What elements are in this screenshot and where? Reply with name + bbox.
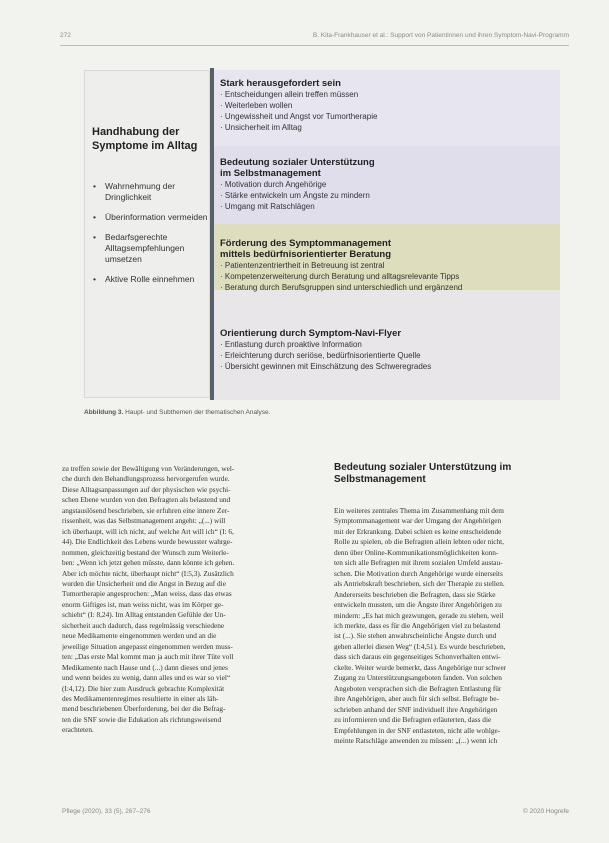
right-text-column: [334, 506, 572, 746]
caption-text: Haupt- und Subthemen der thematischen Analyse.: [125, 409, 271, 416]
running-header: [60, 32, 569, 44]
text-line: sicherheit auch dadurch, dass regelmässig verschiedene: [62, 620, 225, 630]
text-line: Empfehlungen in der SNF entlasteten, nicht alle wohlge-: [334, 725, 501, 735]
footer-citation: Pflege (2020), 33 (5), 267–276: [62, 808, 151, 815]
text-line: Tumortherapie angesprochen: „Man weiss, dass das etwas: [62, 589, 232, 599]
text-line: Andererseits beschrieben die Befragten, dass sie Stärke: [334, 589, 496, 599]
subtheme-heading: Förderung des Symptommanagement: [220, 238, 392, 249]
text-line: neue Medikamente eingenommen werden und an die: [62, 631, 217, 641]
subtheme-item: · Unsicherheit im Alltag: [220, 123, 302, 132]
text-line: Rolle zu spielen, ob die Befragten allein lebten oder nicht,: [334, 537, 505, 547]
text-line: Symptommanagement war der Umgang der Angehörigen: [334, 516, 502, 526]
text-line: zu informieren und die Befragten erläuterten, dass die: [334, 715, 492, 725]
subtheme-item: · Kompetenzerweiterung durch Beratung und alltagsrelevante Tipps: [220, 272, 460, 281]
text-line: angstauslösend beschrieben, sie erfuhren eine innere Zer-: [62, 505, 230, 515]
running-title: B. Kita-Frankhauser et al.: Support von Patientinnen und ihren Symptom-Navi-Programm: [312, 32, 569, 39]
main-theme-title: Handhabung der Symptome im Alltag: [92, 126, 198, 152]
subtheme-item: · Weiterleben wollen: [220, 101, 293, 110]
text-line: jeweilige Situation angepasst eingenommen werden muss-: [62, 641, 233, 651]
main-theme-panel: [84, 70, 210, 398]
text-line: wurden die Unsicherheit und die Angst in Bezug auf die: [62, 578, 226, 588]
text-line: schen Ebene wurden von den Befragten als belastend und: [62, 495, 231, 505]
subtheme-block-1: [220, 78, 556, 133]
text-line: Aber ich möchte nicht, überhaupt nicht“ (I:5,3). Zusätzlich: [62, 568, 234, 578]
text-line: meinte Ratschläge anwenden zu müssen: „(...) wenn ich: [334, 735, 498, 745]
subtheme-item: · Übersicht gewinnen mit Einschätzung des Schweregrades: [220, 362, 432, 371]
text-line: gehen allerlei diesen Weg“ (I:4,51). Es wurde beschrieben,: [334, 641, 506, 651]
subtheme-heading: Orientierung durch Symptom-Navi-Flyer: [220, 328, 402, 339]
subtheme-item: · Patientenzentriertheit in Betreuung ist zentral: [220, 261, 385, 270]
text-line: mindern: „Es hat mich gezwungen, gerade zu stehen, weil: [334, 610, 504, 620]
text-line: nommen, gleichzeitig bestand der Wunsch zum Weiterle-: [62, 547, 229, 557]
subtheme-item: · Erleichterung durch seriöse, bedürfnisorientierte Quelle: [220, 351, 421, 360]
text-line: dass sich daraus ein gegenseitiges Schonverhalten entwi-: [334, 652, 501, 662]
main-theme-list: [93, 181, 209, 294]
text-line: schrieben anhand der SNF individuell ihre Angehörigen: [334, 704, 498, 714]
text-line: ten: „Das erste Mal kommt man ja auch mit ihrer Tüte voll: [62, 652, 234, 662]
page-number: 272: [60, 32, 71, 39]
header-rule: [60, 45, 569, 46]
text-line: mit der Erkrankung. Dabei schien es keine entscheidende: [334, 526, 502, 536]
text-line: Zugang zu Unterstützungsangeboten fanden. Von solchen: [334, 673, 502, 683]
text-line: mend beschriebenen Überforderung, bei der die Befrag-: [62, 704, 226, 714]
text-line: ich überhaupt, will ich nicht, auf welche Art will ich“ (I: 6,: [62, 526, 234, 536]
text-line: ihre Angehörigen, aber auch für sich selbst. Befragte be-: [334, 694, 499, 704]
text-line: ten die SNF sowie die Edukation als richtungsweisend: [62, 714, 222, 724]
text-line: ben: „Wenn ich jetzt gehen müsste, dann könnte ich gehen.: [62, 558, 235, 568]
text-line: entwickeln mussten, um die Ängste ihrer Angehörigen zu: [334, 600, 502, 610]
text-line: enorm Giftiges ist, man weiss nicht, was im Körper ge-: [62, 599, 224, 609]
list-item: • Aktive Rolle einnehmen: [93, 274, 195, 284]
subtheme-item: · Motivation durch Angehörige: [220, 180, 327, 189]
text-line: Ein weiteres zentrales Thema im Zusammenhang mit dem: [334, 506, 504, 515]
bullet-icon: •: [93, 181, 96, 191]
subtheme-item: · Beratung durch Berufsgruppen sind unterschiedlich und ergänzend: [220, 283, 463, 292]
subtheme-heading: Stark herausgefordert sein: [220, 78, 341, 89]
subtheme-item: · Entlastung durch proaktive Information: [220, 340, 362, 349]
section-heading: Bedeutung sozialer Unterstützung im Selbstmanagement: [334, 462, 512, 485]
subtheme-item: · Stärke entwickeln um Ängste zu mindern: [220, 191, 370, 200]
figure-caption: [84, 409, 270, 416]
text-line: als Antriebskraft beschrieben, sich der Therapie zu stellen.: [334, 579, 505, 589]
subtheme-heading: mittels bedürfnisorientierter Beratung: [220, 249, 392, 260]
text-line: Medikamente nach Hause und (...) dann dieses und jenes: [62, 662, 228, 672]
thematic-analysis-figure: [84, 64, 562, 402]
subtheme-item: · Ungewissheit und Angst vor Tumortherapie: [220, 112, 378, 121]
bullet-icon: •: [93, 212, 96, 222]
text-line: Diese Alltagsanpassungen auf der physischen wie psychi-: [62, 484, 231, 494]
text-line: zu treffen sowie der Bewältigung von Veränderungen, wel-: [62, 464, 235, 473]
subtheme-block-4: [220, 328, 556, 372]
text-line: Angeboten versprachen sich die Befragten Entlastung für: [334, 683, 502, 693]
text-line: ich merkte, dass es für die Angehörigen viel zu belastend: [334, 620, 501, 630]
caption-label: Abbildung 3.: [84, 409, 124, 416]
text-line: ten sich alle Befragten mit ihrem sozialen Umfeld austau-: [334, 558, 503, 568]
subtheme-item: · Entscheidungen allein treffen müssen: [220, 90, 359, 99]
list-item: • Wahrnehmung der Dringlichkeit: [93, 181, 176, 202]
footer-copyright: © 2020 Hogrefe: [523, 808, 569, 815]
text-line: 44). Die Endlichkeit des Lebens wurde bewusster wahrge-: [62, 537, 233, 547]
list-item: • Bedarfsgerechte Alltagsempfehlungen umsetzen: [93, 232, 185, 264]
subtheme-item: · Umgang mit Ratschlägen: [220, 202, 315, 211]
subtheme-block-3: [220, 238, 556, 293]
text-line: und wenn beides zu wenig, dann alles und es war so viel“: [62, 673, 231, 683]
text-line: denn über Online-Kommunikationsmöglichkeiten konn-: [334, 547, 499, 557]
text-line: schen. Die Motivation durch Angehörige wurde einerseits: [334, 568, 503, 578]
subtheme-heading: im Selbstmanagement: [220, 168, 321, 179]
vertical-divider: [210, 68, 214, 400]
text-line: schieht“ (I: 8,24). Im Alltag entstanden Gefühle der Un-: [62, 610, 226, 620]
text-line: des Medikamentenregimes resultierte in einer als läh-: [62, 693, 219, 703]
text-line: ckelte. Weiter wurde bemerkt, dass Angehörige nur schwer: [334, 662, 507, 672]
left-text-column: [62, 464, 320, 736]
bullet-icon: •: [93, 274, 96, 284]
list-item: • Überinformation vermeiden: [93, 212, 208, 222]
bullet-icon: •: [93, 232, 96, 242]
text-line: ist (...). Sie stehen anwahrscheinliche Ängste durch und: [334, 631, 497, 641]
subtheme-heading: Bedeutung sozialer Unterstützung: [220, 157, 375, 168]
subtheme-block-2: [220, 157, 556, 212]
text-line: che durch den Behandlungsprozess hervorgerufen wurde.: [62, 474, 230, 484]
text-line: rissenheit, was das Selbstmanagement angeht: „(...) will: [62, 516, 226, 526]
text-line: erachteten.: [62, 725, 94, 735]
text-line: (I:4,12). Die hier zum Ausdruck gebrachte Komplexität: [62, 683, 225, 693]
